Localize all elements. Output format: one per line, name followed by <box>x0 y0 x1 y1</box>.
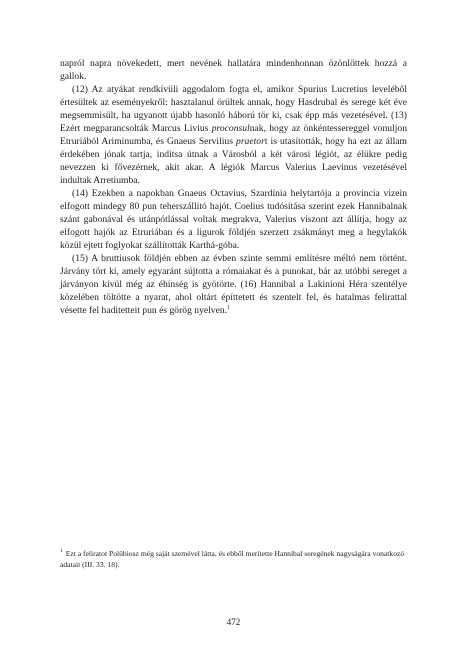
paragraph-4 <box>60 252 407 317</box>
footnote-number: 1 <box>60 548 63 555</box>
paragraph-2-run-1: (12) Az atyákat rendkívüli aggodalom fogta el, amikor Spurius Lucretius leveléből értesültek az eseményekről: hasztalanul örültek annak, hogy Hasdrubal és serege két éve megsemmisült, ha ugyanott újabb hasonló háború tör ki, csak épp más vezetésével. (13) Ezért megparancsolták Marcus Livius <box>60 84 407 134</box>
paragraph-2-run-5: t is utasították, hogy ha ezt az állam érdekében jónak tartja, indítsa útnak a Városból a két városi légiót, az élükre pedig nevezzen ki fővezérnek, akit akar. A légiók Marcus Valerius Laevinus vezetésével indultak Arretiumba. <box>60 136 407 186</box>
paragraph-3-run-1: (14) Ezekben a napokban Gnaeus Octavius, Szardínia helytartója a provincia vizein elfogott mindegy 80 pun teherszállító hajót. Coelius tudósítása szerint ezek Hannibalnak szánt gabonával és utánpótlással voltak megrakva, Valerius viszont azt állítja, hogy az elfogott hajók az Etruriában és a ligurok földjén szerzett zsákmányt meg a hegylakók közül ejtett foglyokat szállították Karthá-góba. <box>60 188 407 251</box>
paragraph-2-run-3: nak, hogy az önkéntessereggel vonuljon Etruriából Ariminumba, és Gnaeus Servilius <box>60 123 407 147</box>
paragraph-1 <box>60 57 407 83</box>
paragraph-2 <box>60 83 407 187</box>
paragraph-1-run-1: napról napra növekedett, mert nevének hallatára mindenhonnan özönlöttek hozzá a gallok. <box>60 58 407 82</box>
page-number: 472 <box>226 617 241 627</box>
footnote <box>60 548 407 570</box>
paragraph-2-italic-praetor: praetor <box>236 136 265 147</box>
footnote-text: Ezt a feliratot Polübiosz még saját szemével látta, és ebből merítette Hannibal seregének nagyságára vonatkozó adatait (III. 33. 18). <box>60 549 405 569</box>
main-text <box>60 57 407 317</box>
paragraph-2-italic-proconsul: proconsul <box>211 123 250 134</box>
paragraph-3 <box>60 187 407 252</box>
footnote-reference[interactable]: 1 <box>227 304 231 311</box>
paragraph-4-run-1: (15) A bruttiusok földjén ebben az évben szinte semmi említésre méltó nem történt. Járvány tört ki, amely egyaránt sújtotta a rómaiakat és a punokat, bár az utóbbi sereget a járványon kívül még az éhínség is gyötörte. (16) Hannibal a Lakinioni Héra szentélye közelében töltötte a nyarat, ahol oltárt építtetett és szentelt fel, és hatalmas felirattal vésette fel haditetteit pun és görög nyelven. <box>60 253 407 316</box>
